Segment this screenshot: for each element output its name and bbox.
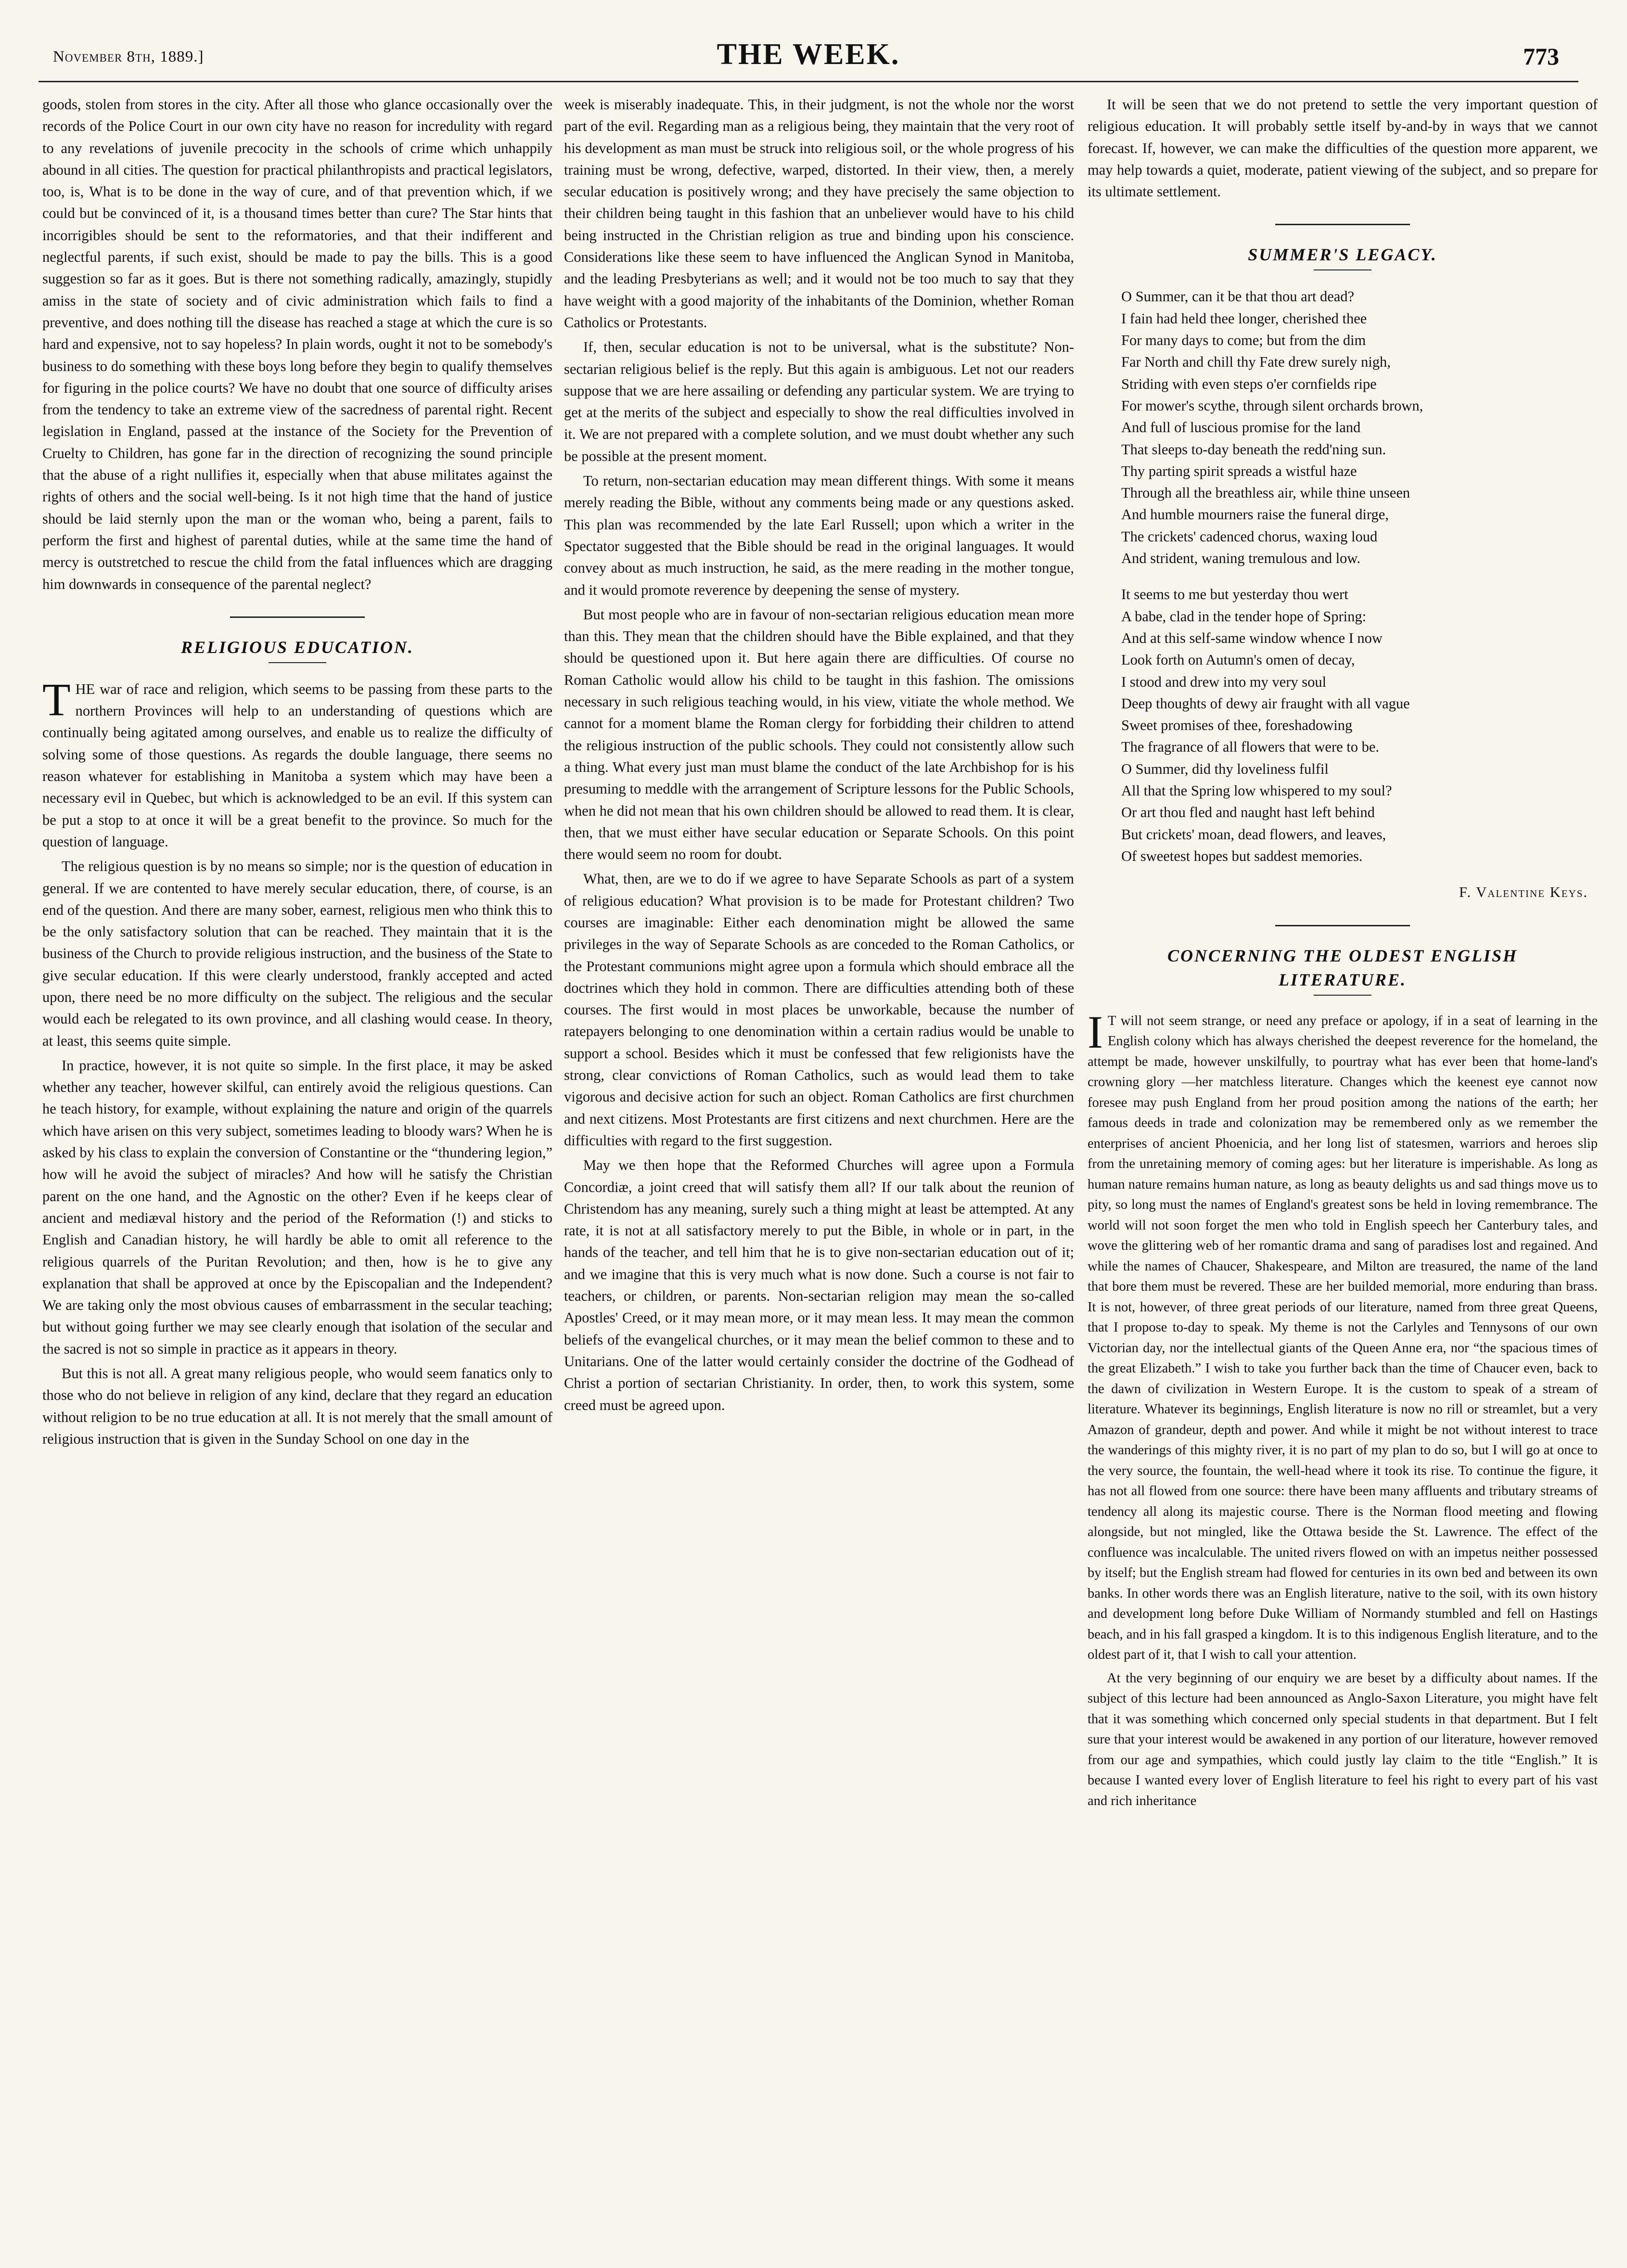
article-paragraph: goods, stolen from stores in the city. After all those who glance occasionally over the records of the Police Court in our own city have no reason for incredulity with regard to any revelations of juvenile precocity in the schools of crime which unhappily abound in all cities. The question for practical philanthropists and practical legislators, too, is, What is to be done in the way of cure, and of that prevention which, if we could but be convinced of it, is a thousand times better than cure? The Star hints that incorrigibles should be sent to the reformatories, and that their indifferent and neglectful parents, if such exist, should be made to pay the bills. This is a good suggestion so far as it goes. But is there not something radically, amazingly, stupidly amiss in the state of society and of civic administration which fails to find a preventive, and does nothing till the disease has reached a stage at which the cure is so hard and expensive, not to say hopeless? In plain words, ought it not to be somebody's business to do something with these boys long before they begin to qualify themselves for figuring in the police courts? We have no doubt that one source of difficulty arises from the tendency to take an extreme view of the sacredness of parental right. Recent legislation in England, passed at the instance of the Society for the Prevention of Cruelty to Children, has gone far in the direction of recognizing the sound principle that the abuse of a right nullifies it, especially when that abuse militates against the rights of others and the social well-being. Is it not high time that the hand of justice should be laid sternly upon the man or the woman who, being a parent, fails to perform the first and highest of parental duties, while at the same time the hand of mercy is outstretched to rescue the child from the fatal influences which are dragging him downwards in consequence of the parental neglect? bbox=[42, 96, 552, 592]
poem-line: I stood and drew into my very soul bbox=[1121, 673, 1327, 690]
drop-cap: T bbox=[42, 673, 71, 725]
poem-line: Or art thou fled and naught hast left behind bbox=[1121, 804, 1375, 821]
article-paragraph: If, then, secular education is not to be universal, what is the substitute? Non-sectarian religious belief is the reply. But this again is ambiguous. Let not our readers suppose that we are here assailing or defending any particular system. We are trying to get at the merits of the subject and especially to show the real difficulties involved in it. We are not prepared with a complete solution, and we must doubt whether any such be possible at the present moment. bbox=[564, 339, 1074, 464]
section-divider bbox=[230, 616, 365, 618]
poem-line: For many days to come; but from the dim bbox=[1121, 332, 1366, 349]
column-2 bbox=[564, 94, 1074, 2245]
poem-line: And full of luscious promise for the land bbox=[1121, 419, 1361, 436]
article-paragraph: In practice, however, it is not quite so simple. In the first place, it may be asked whether any teacher, however skilful, can entirely avoid the religious questions. Can he teach history, for example, without explaining the nature and origin of the quarrels which have arisen on this very subject, sometimes leading to bloody wars? When he is asked by his class to explain the conversion of Constantine or the “thundering legion,” how will he avoid the subject of miracles? And how will he satisfy the Christian parent on the one hand, and the Agnostic on the other? Even if he keeps clear of ancient and mediæval history and the period of the Reformation (!) and sticks to English and Canadian history, he will hardly be able to omit all reference to the religious quarrels of the Puritan Revolution; and then, how is he to give any explanation that shall be approved at once by the Episcopalian and the Independent? We are taking only the most obvious causes of embarrassment in the secular teaching; but without going further we may see clearly enough that isolation of the secular and the sacred is not so simple in practice as it appears in theory. bbox=[42, 1057, 552, 1357]
article-paragraph: But most people who are in favour of non-sectarian religious education mean more than this. They mean that the children should have the Bible explained, and that they should be questioned upon it. But here again there are difficulties. Of course no Roman Catholic would allow his child to be taught in this fashion. The omissions necessary in such religious teaching would, in his view, vitiate the whole method. We cannot for a moment blame the Roman clergy for forbidding their children to attend the religious instruction of the public schools. They could not consistently allow such a thing. What every just man must blame the conduct of the late Archbishop for is his presuming to meddle with the arrangement of Scripture lessons for the Public Schools, when he did not mean that his own children should be allowed to read them. It is clear, then, that we must either have secular education or Separate Schools. On this point there would seem no room for doubt. bbox=[564, 606, 1074, 863]
poem-line: And strident, waning tremulous and low. bbox=[1121, 550, 1360, 567]
poem-stanza-2 bbox=[1121, 584, 1598, 867]
poem-line: Far North and chill thy Fate drew surely nigh, bbox=[1121, 354, 1391, 371]
heading-rule bbox=[1314, 995, 1371, 996]
poem-line: The fragrance of all flowers that were to be. bbox=[1121, 739, 1380, 756]
poem-line: Look forth on Autumn's omen of decay, bbox=[1121, 652, 1355, 668]
poem-line: Striding with even steps o'er cornfields ripe bbox=[1121, 375, 1377, 392]
masthead bbox=[38, 38, 1578, 82]
poem-line: And at this self-same window whence I now bbox=[1121, 629, 1383, 646]
poem-line: Sweet promises of thee, foreshadowing bbox=[1121, 717, 1353, 734]
poem-line: But crickets' moan, dead flowers, and leaves, bbox=[1121, 826, 1386, 843]
section-divider bbox=[1275, 925, 1410, 926]
poem-line: A babe, clad in the tender hope of Spring: bbox=[1121, 608, 1367, 625]
poem-line: Of sweetest hopes but saddest memories. bbox=[1121, 847, 1363, 864]
article-paragraph: It will be seen that we do not pretend to settle the very important question of religious education. It will probably settle itself by-and-by in ways that we cannot forecast. If, however, we can make the difficulties of the question more apparent, we may help towards a quiet, moderate, patient viewing of the subject, and so prepare for its ultimate settlement. bbox=[1088, 96, 1598, 200]
page-number: 773 bbox=[1523, 43, 1559, 70]
paragraph-text: HE war of race and religion, which seems to be passing from these parts to the northern Provinces will help to an understanding of questions which are continually being agitated among ourselves, and enable us to realize the difficulty of solving some of those questions. As regards the double language, there seems no reason whatever for establishing in Manitoba a system which may have been a necessary evil in Quebec, but which is acknowledged to be an evil. If this system can be put a stop to at once it will be a great benefit to the province. So much for the question of language. bbox=[42, 680, 552, 850]
poem-line: O Summer, can it be that thou art dead? bbox=[1121, 288, 1355, 305]
heading-rule bbox=[269, 662, 326, 663]
poem-line: I fain had held thee longer, cherished thee bbox=[1121, 310, 1367, 327]
poem-line: Through all the breathless air, while thine unseen bbox=[1121, 485, 1410, 501]
poem-line: And humble mourners raise the funeral dirge, bbox=[1121, 506, 1389, 523]
column-3 bbox=[1088, 94, 1598, 2245]
issue-date: November 8th, 1889.] bbox=[53, 48, 204, 65]
article-paragraph: The religious question is by no means so simple; nor is the question of education in general. If we are contented to have merely secular education, there, of course, is an end of the question. And there are many sober, earnest, religious men who think this to be the only satisfactory solution that can be reached. They maintain that it is the business of the Church to provide religious instruction, and the business of the State to give secular education. If this were clearly understood, frankly accepted and acted upon, there need be no more difficulty on the subject. The religious and the secular would each be relegated to its own province, and all clashing would cease. In theory, at least, this seems quite simple. bbox=[42, 858, 552, 1049]
poem bbox=[1121, 286, 1598, 867]
article-paragraph: May we then hope that the Reformed Churches will agree upon a Formula Concordiæ, a joint creed that will satisfy them all? If our talk about the reunion of Christendom has any meaning, surely such a thing might at least be attempted. At any rate, it is not at all satisfactory merely to put the Bible, in whole or in part, in the hands of the teacher, and tell him that he is to give non-sectarian education out of it; and we imagine that this is very much what is now done. Such a course is not fair to teachers, or children, or parents. Non-sectarian religion may mean the so-called Apostles' Creed, or it may mean more, or it may mean less. It may mean the common beliefs of the evangelical churches, or it may mean the belief common to these and to Unitarians. One of the latter would certainly consider the doctrine of the Godhead of Christ a portion of sectarian Christianity. In order, then, to work this system, some creed must be agreed upon. bbox=[564, 1157, 1074, 1413]
poem-line: Deep thoughts of dewy air fraught with all vague bbox=[1121, 695, 1410, 712]
poem-line: It seems to me but yesterday thou wert bbox=[1121, 586, 1348, 603]
religious-education-heading: RELIGIOUS EDUCATION. bbox=[180, 637, 414, 657]
poem-line: O Summer, did thy loveliness fulfil bbox=[1121, 760, 1329, 777]
poem-author: F. Valentine Keys. bbox=[1459, 884, 1588, 901]
paragraph-text: T will not seem strange, or need any preface or apology, if in a seat of learning in the English colony which has always cherished the deepest reverence for the homeland, the attempt be made, however unskilfully, to pourtray what has ever been that home-land's crowning glory —her matchless literature. Changes which the keenest eye cannot now foresee may push England from her proud position among the nations of the earth; her famous deeds in trade and colonization may be remembered only as we remember the enterprises of ancient Phoenicia, and her long list of statesmen, warriors and heroes slip from the unretaining memory of coming ages: but her literature is imperishable. As long as human nature remains human nature, as long as beauty delights us and sad things move us to pity, so long must the names of England's greatest sons be held in loving remembrance. The world will not soon forget the men who told in English speech her Canterbury tales, and wove the glittering web of her romantic drama and sang of paradises lost and regained. And while the names of Chaucer, Shakespeare, and Milton are treasured, the name of the land that bore them must be revered. These are her builded memorial, more enduring than brass. It is not, however, of three great periods of our literature, named from three great Queens, that I propose to-day to speak. My theme is not the Carlyles and Tennysons of our own Victorian day, nor the intellectual giants of the Queen Anne era, nor “the spacious times of the great Elizabeth.” I wish to take you further back than the time of Chaucer even, back to the dawn of civilization in Western Europe. It is the custom to speak of a stream of literature. Whatever its beginnings, English literature is now no rill or streamlet, but a very Amazon of grandeur, depth and power. And while it might be not without interest to trace the wanderings of this mighty river, it is no part of my plan to do so, but I will go at once to the very source, the fountain, the well-head where it took its rise. To continue the figure, it has not all flowed from one source: there have been many affluents and tributary streams of tendency all along its majestic course. There is the Norman flood meeting and flowing alongside, but not mingled, like the Ottawa beside the St. Lawrence. The effect of the confluence was incalculable. The united rivers flowed on with an impetus neither possessed by itself; but the English stream had flowed for centuries in its own bed and between its own banks. In other words there was an English literature, native to the soil, with its own history and development long before Duke William of Normandy stumbled and fell on Hastings beach, and in his fall grasped a kingdom. It is to this indigenous English literature, and to the oldest part of it, that I wish to call your attention. bbox=[1088, 1013, 1598, 1662]
literature-heading-line-1: CONCERNING THE OLDEST ENGLISH bbox=[1167, 946, 1518, 965]
column-1 bbox=[42, 94, 552, 2245]
poem-line: For mower's scythe, through silent orchards brown, bbox=[1121, 397, 1423, 414]
article-paragraph: To return, non-sectarian education may mean different things. With some it means merely reading the Bible, without any comments being made or any questions asked. This plan was recommended by the late Earl Russell; upon which a writer in the Spectator suggested that the Bible should be read in the original languages. It would convey about as much instruction, he said, as the mere reading in the mother tongue, and it would promote reverence by deepening the sense of mystery. bbox=[564, 473, 1074, 598]
literature-heading-line-2: LITERATURE. bbox=[1278, 970, 1407, 989]
article-paragraph: But this is not all. A great many religious people, who would seem fanatics only to those who do not believe in religion of any kind, declare that they regard an education without religion to be no true education at all. It is not merely that the small amount of religious instruction that is given in the Sunday School on one day in the bbox=[42, 1365, 552, 1447]
publication-title: THE WEEK. bbox=[717, 38, 900, 71]
article-paragraph: week is miserably inadequate. This, in their judgment, is not the whole nor the worst part of the evil. Regarding man as a religious being, they maintain that the very root of his development as man must be struck into religious soil, or the whole progress of his training must be wrong, defective, warped, distorted. In their view, then, a merely secular education is positively wrong; and they have precisely the same objection to their children being taught in this fashion that an unbeliever would have to his child being instructed in the Christian religion as true and binding upon his conscience. Considerations like these seem to have influenced the Anglican Synod in Manitoba, and the leading Presbyterians as well; and it would not be too much to say that they have weight with a good majority of the inhabitants of the Dominion, whether Roman Catholics or Protestants. bbox=[564, 96, 1074, 331]
article-paragraph bbox=[42, 673, 552, 853]
article-paragraph: At the very beginning of our enquiry we are beset by a difficulty about names. If the subject of this lecture had been announced as Anglo-Saxon Literature, you might have felt that it was something which concerned only special students in that department. But I felt sure that your interest would be awakened in any portion of our literature, however removed from our age and sympathies, which could justly lay claim to the title “English.” It is because I wanted every lover of English literature to feel his right to every part of his vast and rich inheritance bbox=[1088, 1670, 1598, 1808]
article-paragraph bbox=[1088, 1006, 1598, 1666]
poem-line: That sleeps to-day beneath the redd'ning sun. bbox=[1121, 441, 1386, 458]
poem-line: The crickets' cadenced chorus, waxing loud bbox=[1121, 528, 1378, 545]
poem-line: All that the Spring low whispered to my soul? bbox=[1121, 782, 1392, 799]
article-paragraph: What, then, are we to do if we agree to have Separate Schools as part of a system of religious education? What provision is to be made for Protestant children? Two courses are imaginable: Either each denomination might be allowed the same privileges in the way of Separate Schools as are conceded to the Roman Catholics, or the Protestant communions might agree upon a formula which should embrace all the doctrines which they hold in common. There are difficulties attending both of these courses. The first would in most places be unworkable, because the number of ratepayers belonging to one denomination within a certain radius would be unable to support a school. Besides which it must be confessed that few religionists have the strong, clear convictions of Roman Catholics, such as would lead them to take vigorous and decisive action for such an object. Roman Catholics are first churchmen and next citizens. Most Protestants are first citizens and next churchmen. Here are the difficulties with regard to the first suggestion. bbox=[564, 871, 1074, 1149]
poem-line: Thy parting spirit spreads a wistful haze bbox=[1121, 462, 1357, 479]
poem-stanza-1 bbox=[1121, 286, 1598, 569]
poem-title: SUMMER'S LEGACY. bbox=[1248, 245, 1437, 265]
drop-cap: I bbox=[1088, 1006, 1103, 1058]
section-divider bbox=[1275, 224, 1410, 225]
heading-rule bbox=[1314, 269, 1371, 270]
